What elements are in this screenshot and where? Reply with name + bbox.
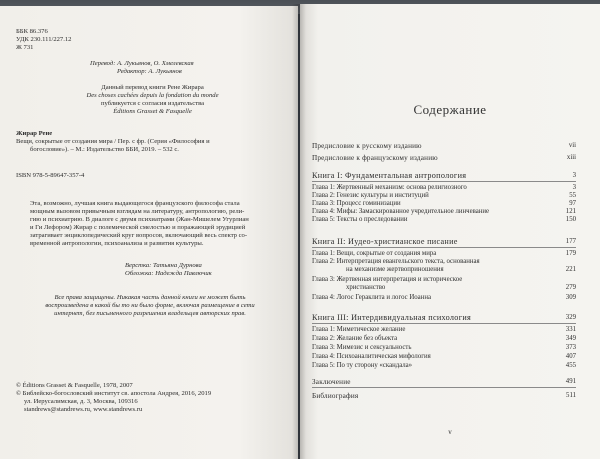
copyright-line: © Библейско-богословский институт св. апостола Андрея, 2016, 2019 [16, 390, 212, 397]
toc-chapter: Глава 1: Жертвенный механизм: основа религиозного [312, 184, 467, 191]
toc-part-heading: Книга III: Интердивидуальная психология [312, 313, 472, 322]
toc-chapter: Глава 3: Жертвенная интерпретация и историческое [312, 276, 463, 283]
abstract-line: гию и психиатрию. В диалоге с двумя психиатрами (Жан-Мишелем Угурлиан [30, 216, 249, 223]
cover-credit: Обложка: Надежда Павлючик [125, 270, 212, 277]
toc-chapter: Глава 5: Тексты о преследовании [312, 216, 408, 223]
publisher-contacts: standrews@standrews.ru, www.standrews.ru [24, 406, 143, 413]
copyright-line: © Éditions Grasset & Fasquelle, 1978, 2007 [16, 382, 133, 389]
toc-part-heading: Книга I: Фундаментальная антропология [312, 171, 467, 180]
toc-page-number: xiii [566, 154, 576, 161]
translators-credit: Перевод: А. Лукьянов, О. Хмелевская [90, 60, 194, 67]
toc-page-number: 97 [569, 200, 576, 207]
toc-page-number: 309 [565, 294, 576, 301]
rights-line: воспроизведена в какой бы то ни было форме, включая размещение в сети [45, 302, 255, 309]
isbn: ISBN 978-5-89647-357-4 [16, 172, 85, 179]
toc-page-number: 331 [565, 326, 576, 333]
layout-credit: Верстка: Татьяна Дурнова [125, 262, 202, 269]
section-underline [312, 387, 576, 388]
toc-conclusion: Заключение [312, 378, 351, 386]
abstract-line: Эта, возможно, лучшая книга выдающегося французского философа стала [30, 200, 240, 207]
publisher-address: ул. Иерусалимская, д. 3, Москва, 109316 [24, 398, 138, 405]
original-title: Des choses cachées depuis la fondation du monde [86, 92, 219, 99]
book-spine-shadow [292, 4, 306, 459]
toc-page-number: 407 [565, 353, 576, 360]
part-underline [312, 323, 576, 324]
editor-credit: Редактор: А. Лукьянов [117, 68, 182, 75]
toc-page-number: 349 [565, 335, 576, 342]
toc-part-heading: Книга II: Иудео-христианское писание [312, 237, 458, 246]
biblio-title: Вещи, сокрытые от создания мира / Пер. с фр. (Серия «Философия и [16, 138, 210, 145]
toc-chapter: Глава 2: Интерпретация евангельского текста, основанная [312, 258, 480, 265]
toc-page-number: 279 [565, 284, 576, 291]
toc-chapter-continuation: на механизме жертвоприношения [346, 266, 444, 273]
biblio-author: Жирар Рене [16, 130, 53, 137]
toc-page-number: 373 [565, 344, 576, 351]
toc-chapter: Глава 4: Мифы: Замаскированное учредительное линчевание [312, 208, 490, 215]
abstract-line: мощным вызовом привычным взглядам на литературу, антропологию, рели- [30, 208, 245, 215]
publisher-note: Éditions Grasset & Fasquelle [113, 108, 192, 115]
toc-page-number: 179 [565, 250, 576, 257]
toc-page-number: vii [568, 142, 576, 149]
part-underline [312, 247, 576, 248]
translation-note-line: Данный перевод книги Рене Жирара [101, 84, 204, 91]
toc-page-number: 221 [565, 266, 576, 273]
toc-chapter: Глава 3: Мимезис и сексуальность [312, 344, 412, 351]
toc-chapter: Глава 2: Желание без объекта [312, 335, 398, 342]
rights-line: Все права защищены. Никакая часть данной книги не может быть [54, 294, 246, 301]
page-folio: v [448, 428, 452, 436]
abstract-line: затрагивает энциклопедический круг вопросов, включающий весь спектр со- [30, 232, 248, 239]
toc-page-number: 150 [565, 216, 576, 223]
toc-page-number: 511 [566, 392, 576, 399]
toc-chapter: Глава 4: Логос Гераклита и логос Иоанна [312, 294, 431, 301]
bbk-code: ББК 86.376 [16, 28, 48, 35]
toc-page-number: 177 [565, 238, 576, 245]
toc-page-number: 121 [565, 208, 576, 215]
part-underline [312, 181, 576, 182]
toc-page-number: 55 [569, 192, 576, 199]
biblio-imprint: богословие»). – М.: Издательство ББИ, 2019. – 532 с. [30, 146, 179, 153]
toc-page-number: 455 [565, 362, 576, 369]
toc-front-matter: Предисловие к русскому изданию [312, 142, 422, 150]
toc-page-number: 3 [572, 172, 576, 179]
toc-page-number: 3 [572, 184, 576, 191]
toc-chapter: Глава 1: Вещи, сокрытые от создания мира [312, 250, 437, 257]
toc-chapter-continuation: христианство [346, 284, 386, 291]
toc-chapter: Глава 4: Психоаналитическая мифология [312, 353, 431, 360]
right-page [300, 4, 600, 459]
toc-bibliography: Библиография [312, 392, 359, 400]
toc-chapter: Глава 3: Процесс гоминизации [312, 200, 401, 207]
toc-chapter: Глава 5: По ту сторону «скандала» [312, 362, 413, 369]
toc-page-number: 329 [565, 314, 576, 321]
toc-chapter: Глава 1: Миметическое желание [312, 326, 406, 333]
page-title: Содержание [413, 102, 487, 117]
toc-front-matter: Предисловие к французскому изданию [312, 154, 438, 162]
abstract-line: и Ги Лефором) Жирар с полемической смелостью и поражающей эрудицией [30, 224, 246, 231]
abstract-line: временной антропологии, психоанализа и развития культуры. [30, 240, 204, 247]
toc-page-number: 491 [565, 378, 576, 385]
toc-chapter: Глава 2: Генезис культуры и институций [312, 192, 429, 199]
translation-note-line: публикуется с согласия издательства [100, 100, 205, 107]
rights-line: интернет, без письменного разрешения владельцев авторских прав. [54, 310, 246, 317]
udk-code: УДК 230.111/227.12 [16, 36, 72, 43]
author-code: Ж 731 [16, 44, 34, 51]
